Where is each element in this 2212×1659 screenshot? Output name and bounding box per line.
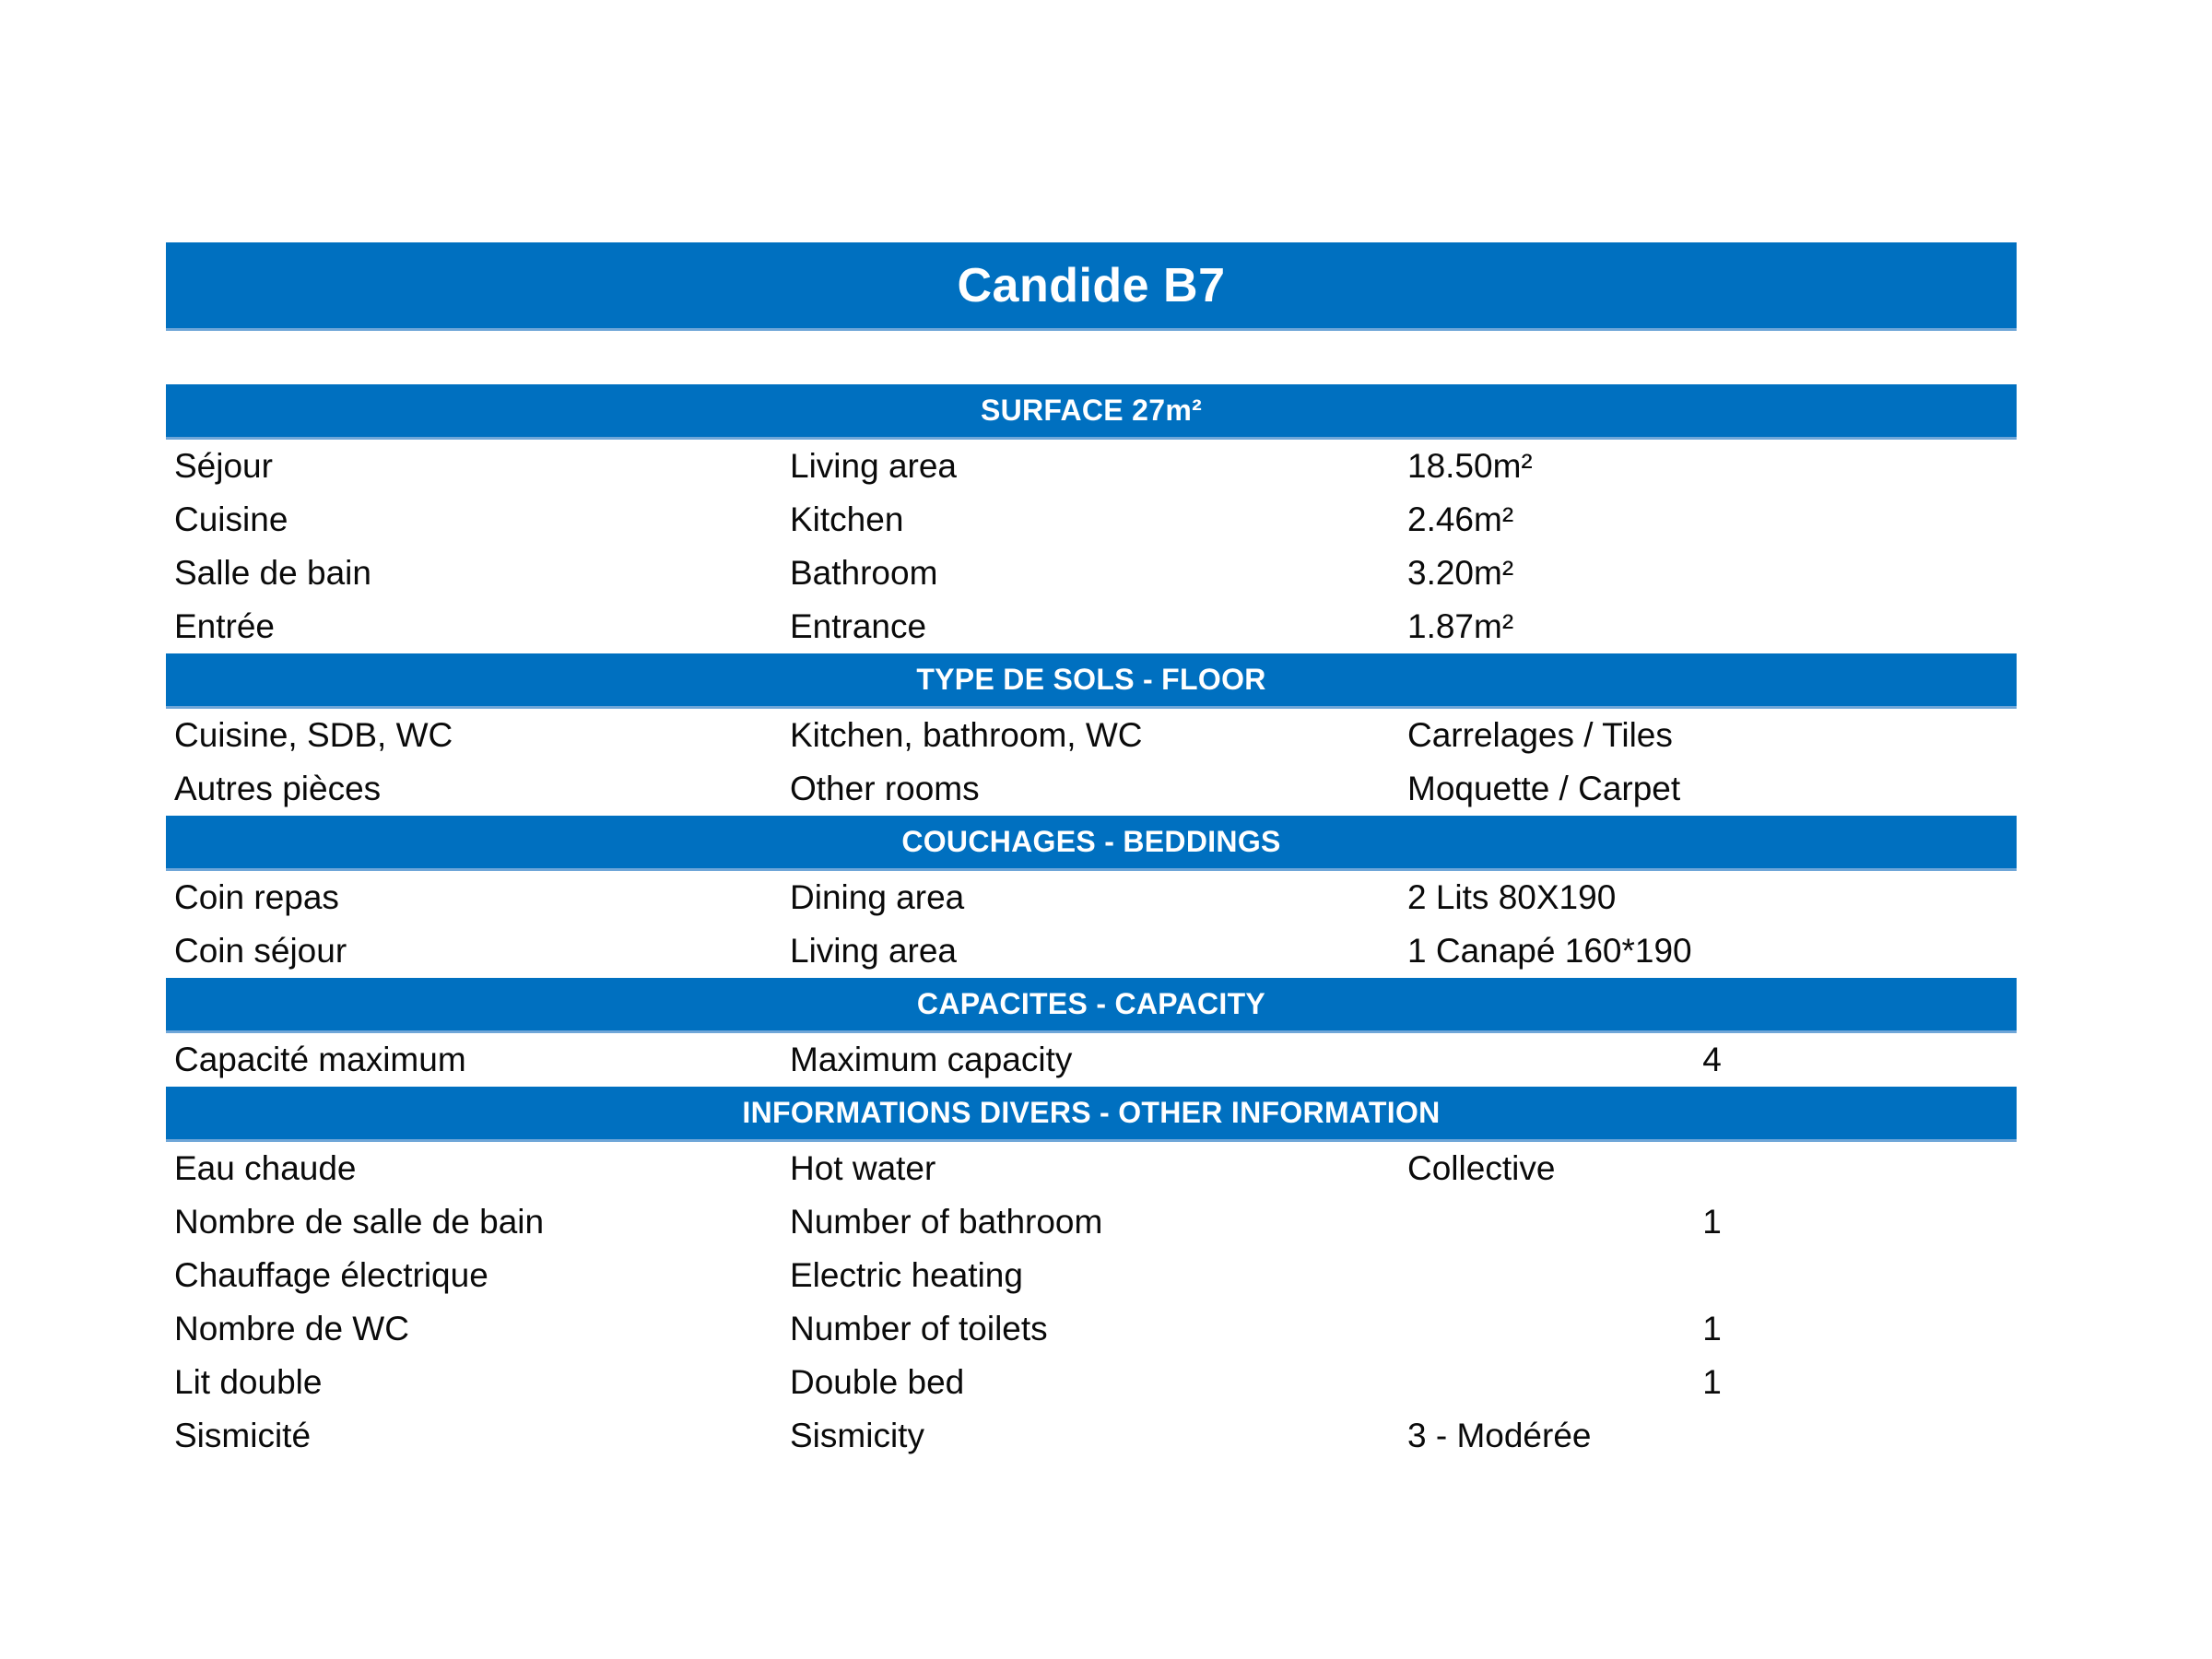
- row-label-fr: Nombre de salle de bain: [174, 1203, 545, 1241]
- table-section: [166, 1087, 2017, 1463]
- table-section: [166, 384, 2017, 653]
- row-value-cell: [1407, 1409, 2017, 1463]
- row-value: Collective: [1407, 1149, 1556, 1187]
- row-value: 2.46m²: [1407, 500, 1514, 538]
- row-label-fr: Sismicité: [174, 1417, 312, 1454]
- table-section: [166, 653, 2017, 816]
- section-rows: [166, 440, 2017, 653]
- table-row: [166, 924, 2017, 978]
- row-label-en: Hot water: [790, 1149, 936, 1187]
- row-label-en: Sismicity: [790, 1417, 924, 1454]
- table-row: [166, 762, 2017, 816]
- row-value: 1 Canapé 160*190: [1407, 932, 1692, 970]
- row-label-fr: Cuisine: [174, 500, 288, 538]
- row-value: 3 - Modérée: [1407, 1417, 1592, 1454]
- row-label-en: Maximum capacity: [790, 1041, 1073, 1078]
- row-label-en: Other rooms: [790, 770, 980, 807]
- row-label-fr: Coin repas: [174, 878, 339, 916]
- row-label-fr: Lit double: [174, 1363, 323, 1401]
- row-value-cell: [1407, 600, 2017, 653]
- row-label-en: Entrance: [790, 607, 927, 645]
- row-value-cell: [1407, 1195, 2017, 1249]
- property-info-sheet: [166, 242, 2017, 1463]
- row-value: 2 Lits 80X190: [1407, 878, 1617, 916]
- row-value: 18.50m²: [1407, 447, 1533, 485]
- section-header-label: INFORMATIONS DIVERS - OTHER INFORMATION: [742, 1096, 1441, 1129]
- row-value-cell: [1407, 1142, 2017, 1195]
- table-row: [166, 1195, 2017, 1249]
- row-label-fr: Entrée: [174, 607, 276, 645]
- row-value-cell: [1407, 493, 2017, 547]
- row-value-cell: [1407, 924, 2017, 978]
- table-row: [166, 871, 2017, 924]
- table-row: [166, 547, 2017, 600]
- section-header: [166, 816, 2017, 871]
- table-row: [166, 709, 2017, 762]
- table-row: [166, 600, 2017, 653]
- row-value: 1.87m²: [1407, 607, 1514, 645]
- section-rows: [166, 1142, 2017, 1463]
- row-number: 1: [1702, 1310, 1722, 1347]
- table-row: [166, 1302, 2017, 1356]
- row-number: 1: [1702, 1203, 1722, 1241]
- section-header-label: SURFACE 27m²: [980, 394, 1203, 427]
- row-value-cell: [1407, 1356, 2017, 1409]
- row-label-fr: Chauffage électrique: [174, 1256, 488, 1294]
- row-label-en: Electric heating: [790, 1256, 1023, 1294]
- row-value: 3.20m²: [1407, 554, 1514, 592]
- section-rows: [166, 709, 2017, 816]
- row-label-en: Number of toilets: [790, 1310, 1048, 1347]
- row-value: Carrelages / Tiles: [1407, 716, 1673, 754]
- info-table: [166, 384, 2017, 1463]
- row-label-en: Number of bathroom: [790, 1203, 1103, 1241]
- title-banner: [166, 242, 2017, 331]
- title-spacer: [166, 331, 2017, 384]
- row-label-fr: Nombre de WC: [174, 1310, 409, 1347]
- section-header-label: COUCHAGES - BEDDINGS: [901, 825, 1281, 858]
- row-value: Moquette / Carpet: [1407, 770, 1681, 807]
- table-row: [166, 1356, 2017, 1409]
- section-rows: [166, 871, 2017, 978]
- section-header-label: TYPE DE SOLS - FLOOR: [916, 663, 1266, 696]
- row-value-cell: [1407, 762, 2017, 816]
- row-label-en: Double bed: [790, 1363, 965, 1401]
- row-value-cell: [1407, 1302, 2017, 1356]
- table-row: [166, 493, 2017, 547]
- row-label-fr: Eau chaude: [174, 1149, 357, 1187]
- section-header-label: CAPACITES - CAPACITY: [916, 987, 1266, 1020]
- row-value-cell: [1407, 871, 2017, 924]
- row-value-cell: [1407, 1249, 2017, 1302]
- section-header: [166, 653, 2017, 709]
- row-value-cell: [1407, 547, 2017, 600]
- row-value-cell: [1407, 709, 2017, 762]
- section-header: [166, 384, 2017, 440]
- table-row: [166, 440, 2017, 493]
- row-label-fr: Cuisine, SDB, WC: [174, 716, 453, 754]
- row-label-fr: Capacité maximum: [174, 1041, 466, 1078]
- table-section: [166, 816, 2017, 978]
- table-row: [166, 1249, 2017, 1302]
- row-label-en: Living area: [790, 447, 958, 485]
- row-label-en: Living area: [790, 932, 958, 970]
- row-value-cell: [1407, 1033, 2017, 1087]
- page-title: Candide B7: [957, 258, 1226, 312]
- row-label-en: Bathroom: [790, 554, 938, 592]
- table-row: [166, 1033, 2017, 1087]
- table-section: [166, 978, 2017, 1087]
- table-row: [166, 1409, 2017, 1463]
- table-row: [166, 1142, 2017, 1195]
- row-label-fr: Autres pièces: [174, 770, 382, 807]
- row-number: 4: [1702, 1041, 1722, 1078]
- row-label-fr: Coin séjour: [174, 932, 347, 970]
- section-header: [166, 1087, 2017, 1142]
- row-label-en: Dining area: [790, 878, 965, 916]
- row-label-en: Kitchen: [790, 500, 904, 538]
- section-header: [166, 978, 2017, 1033]
- section-rows: [166, 1033, 2017, 1087]
- row-label-en: Kitchen, bathroom, WC: [790, 716, 1143, 754]
- row-label-fr: Salle de bain: [174, 554, 371, 592]
- row-value-cell: [1407, 440, 2017, 493]
- row-number: 1: [1702, 1363, 1722, 1401]
- row-label-fr: Séjour: [174, 447, 273, 485]
